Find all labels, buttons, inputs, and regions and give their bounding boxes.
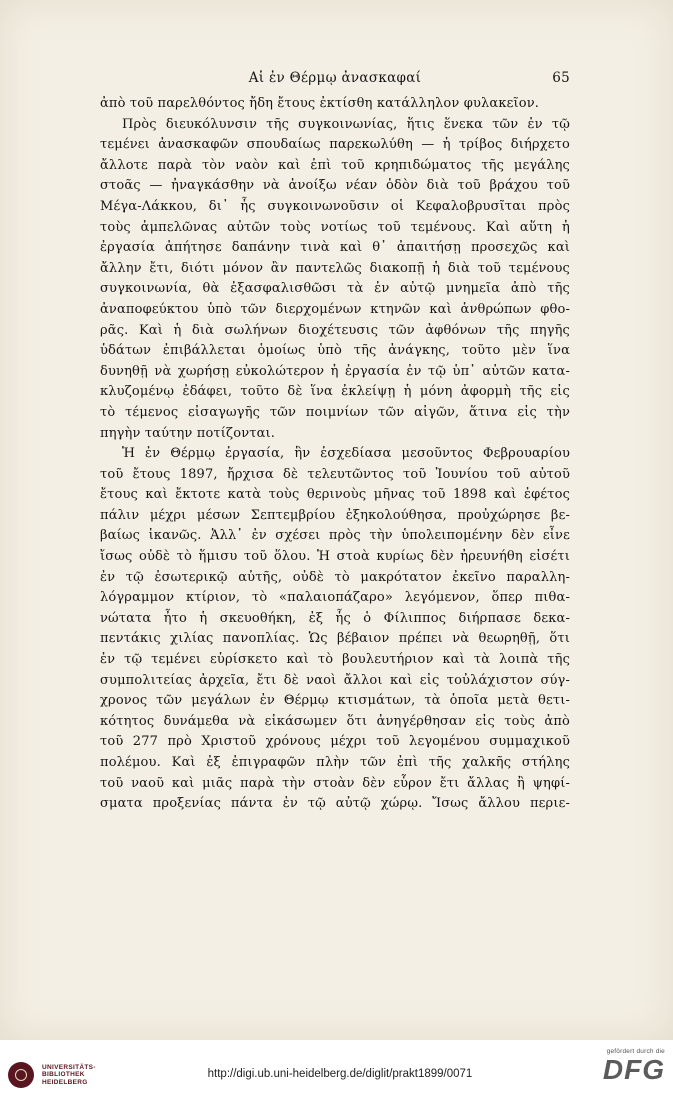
text-line: λόγραμμον κτίριον, τὸ «παλαιοπάζαρο» λεγόμενον, ὅπερ πιθα- xyxy=(100,590,570,606)
text-line: ἐν τῷ τεμένει εὑρίσκετο καὶ τὸ βουλευτήριον καὶ τὰ λοιπὰ τῆς xyxy=(100,652,570,668)
text-line: τοῦ ναοῦ καὶ μιᾶς παρὰ τὴν στοὰν δὲν εὗρον ἔτι ἄλλας ἢ ψηφί- xyxy=(100,775,570,791)
text-line: τοῦ 277 πρὸ Χριστοῦ χρόνους μέχρι τοῦ λεγομένου συμμαχικοῦ xyxy=(100,734,570,750)
library-logo-line: UNIVERSITÄTS- xyxy=(42,1063,96,1071)
body-text xyxy=(100,94,570,815)
text-line: πηγὴν ταύτην ποτίζονται. xyxy=(100,425,276,441)
text-line: ρᾶς. Καὶ ἡ διὰ σωλήνων διοχέτευσις τῶν ἀφθόνων τῆς πηγῆς xyxy=(100,322,570,338)
text-line: τοῦ ἔτους 1897, ἤρχισα δὲ τελευτῶντος τοῦ Ἰουνίου τοῦ αὐτοῦ xyxy=(100,466,570,482)
text-line: στοᾶς — ἠναγκάσθην νὰ ἀνοίξω νέαν ὁδὸν διὰ τοῦ βράχου τοῦ xyxy=(100,178,570,194)
text-line: ἐργασία ἀπήτησε δαπάνην τινὰ καὶ θ᾽ ἀπαιτήσῃ προσεχῶς καὶ xyxy=(100,240,570,256)
funding-caption: gefördert durch die xyxy=(606,1048,665,1055)
text-line: τεμένει ἀνασκαφῶν σπουδαίως παρεκωλύθη — ἡ τρίβος διήρχετο xyxy=(100,137,570,153)
text-line: ἐν τῷ ἐσωτερικῷ αὐτῆς, οὐδὲ τὸ μακρότατον ἐκεῖνο παραλλη- xyxy=(100,569,570,585)
dfg-wordmark: DFG xyxy=(602,1054,665,1085)
library-logo-line: BIBLIOTHEK xyxy=(42,1071,85,1079)
text-line: ἄλλην ἔτι, διότι μόνον ἂν παντελῶς διακοπῇ ἡ διὰ τοῦ τεμένους xyxy=(100,260,570,276)
library-seal-icon xyxy=(8,1062,34,1088)
running-header xyxy=(100,70,570,92)
library-logo-text xyxy=(42,1064,96,1087)
text-line: σματα προξενίας πάντα ἐν τῷ αὐτῷ χώρῳ. Ἴσως ἄλλου περιε- xyxy=(100,796,570,812)
text-line: συγκοινωνία, θὰ ἐξασφαλισθῶσι τὰ ἐν αὐτῷ μνημεῖα ἀπὸ τῆς xyxy=(100,281,570,297)
page-number: 65 xyxy=(552,70,570,86)
text-line: ὑδάτων ἐπιβάλλεται ὁμοίως ὑπὸ τῆς ἀνάγκης, τοῦτο μὲν ἵνα xyxy=(100,343,570,359)
text-line: χρονος τῶν μεγάλων ἐν Θέρμῳ κτισμάτων, τὰ ὁποῖα μετὰ θετι- xyxy=(100,693,570,709)
text-line: τὸ τέμενος εἰσαγωγῆς τῶν ποιμνίων τῶν αἰγῶν, ἅτινα εἰς τὴν xyxy=(100,404,570,420)
text-line: κότητος δυνάμεθα νὰ εἰκάσωμεν ὅτι ἀνηγέρθησαν εἰς τοὺς ἀπὸ xyxy=(100,713,570,729)
text-line: ἀναποφεύκτου ὑπὸ τῶν διερχομένων κτηνῶν καὶ ἀνθρώπων φθο- xyxy=(100,301,570,317)
text-line: συμπολιτείας ἀρχεῖα, ἔτι δὲ ναοὶ ἄλλοι καὶ εἰς τοὐλάχιστον σύγ- xyxy=(100,672,570,688)
text-line: πολέμου. Καὶ ἐξ ἐπιγραφῶν πλὴν τῶν ἐπὶ τῆς χαλκῆς στήλης xyxy=(100,755,570,770)
text-line: ἔτους καὶ ἔκτοτε κατὰ τοὺς θερινοὺς μῆνας τοῦ 1898 καὶ ἐφέτος xyxy=(100,487,570,503)
library-logo-line: HEIDELBERG xyxy=(42,1078,88,1086)
text-line: Ἡ ἐν Θέρμῳ ἐργασία, ἣν ἐσχεδίασα μεσοῦντος Φεβρουαρίου xyxy=(122,446,570,462)
text-line: ἴσως οὐδὲ τὸ ἥμισυ τοῦ ὅλου. Ἡ στοὰ κυρίως δὲν ἠρευνήθη εἰσέτι xyxy=(100,549,570,565)
text-line: πεντάκις χιλίας πανοπλίας. Ὡς βέβαιον πρέπει νὰ θεωρηθῇ, ὅτι xyxy=(100,631,570,647)
university-library-logo[interactable] xyxy=(8,1062,96,1088)
text-line: δυνηθῇ νὰ χωρήσῃ εὐκολώτερον ἡ ἐργασία ἐν τῷ ὑπ᾽ αὐτῶν κατα- xyxy=(100,363,570,379)
running-title: Αἱ ἐν Θέρμῳ ἀνασκαφαί xyxy=(248,70,422,86)
dfg-logo[interactable] xyxy=(597,1048,665,1085)
text-line: πάλιν μέχρι μέσων Σεπτεμβρίου ἐξηκολούθησα, προὐχώρησε βε- xyxy=(100,507,570,523)
text-line: τοὺς ἀμπελῶνας αὐτῶν τοὺς νοτίως τοῦ τεμένους. Καὶ αὕτη ἡ xyxy=(100,219,570,235)
text-line: ἀπὸ τοῦ παρελθόντος ἤδη ἔτους ἐκτίσθη κατάλληλον φυλακεῖον. xyxy=(100,96,540,111)
text-line: Μέγα-Λάκκου, δι᾽ ἧς συγκοινωνοῦσιν οἱ Κεφαλοβρυσῖται πρὸς xyxy=(100,198,570,214)
text-line: νώτατα ἦτο ἡ σκευοθήκη, ἐξ ἧς ὁ Φίλιππος διήρπασε δεκα- xyxy=(100,610,570,626)
text-line: Πρὸς διευκόλυνσιν τῆς συγκοινωνίας, ἥτις ἕνεκα τῶν ἐν τῷ xyxy=(122,116,570,132)
viewer-footer xyxy=(0,1040,673,1102)
text-line: ἄλλοτε παρὰ τὸν ναὸν καὶ ἐπὶ τοῦ κρηπιδώματος τῆς μεγάλης xyxy=(100,157,570,173)
text-line: βαίως ἱκανῶς. Ἀλλ᾽ ἐν σχέσει πρὸς τὴν ὑπολειπομένην δὲν εἶνε xyxy=(100,528,570,544)
text-line: κλυζομένῳ ἐδάφει, τοῦτο δὲ ἵνα ἐκλείψῃ ἡ μόνη ἀφορμὴ τῆς εἰς xyxy=(100,384,570,400)
document-url-link[interactable]: http://digi.ub.uni-heidelberg.de/diglit/prakt1899/0071 xyxy=(207,1068,473,1080)
